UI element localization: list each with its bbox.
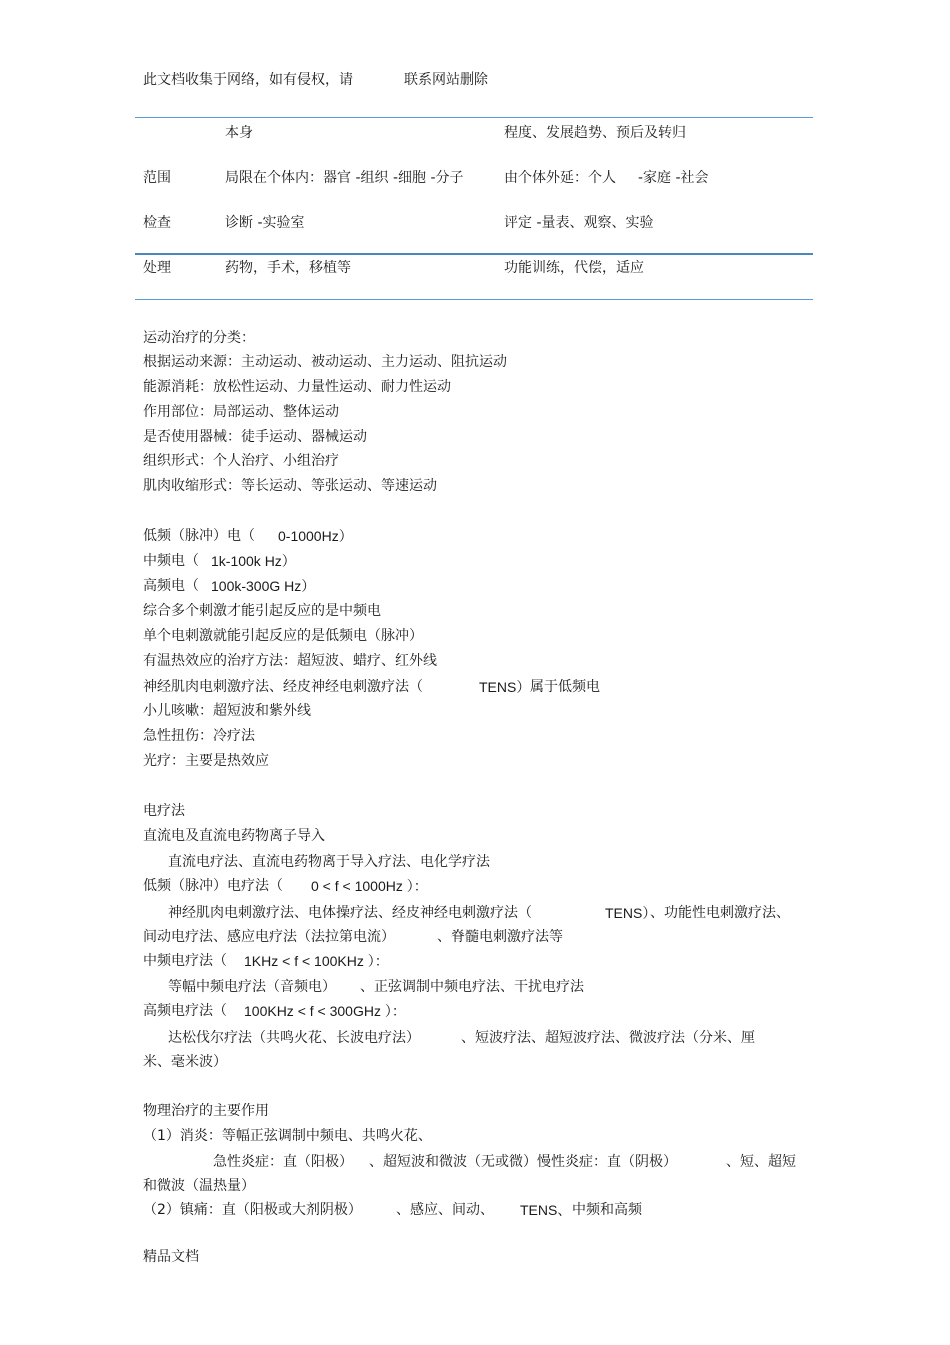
exercise-item: 组织形式：个人治疗、小组治疗 bbox=[143, 453, 339, 469]
table-r3-c3: 功能训练，代偿，适应 bbox=[504, 260, 644, 276]
physio-title: 物理治疗的主要作用 bbox=[143, 1103, 269, 1119]
exercise-item: 能源消耗：放松性运动、力量性运动、耐力性运动 bbox=[143, 379, 451, 395]
table-r2-c1: 检查 bbox=[143, 215, 171, 231]
physio-item-1: （1）消炎：等幅正弦调制中频电、共鸣火花、 bbox=[143, 1128, 432, 1144]
electro-mid-range: 1KHz < f < 100KHz ）： bbox=[244, 953, 389, 969]
freq-mid-range: 1k-100k Hz） bbox=[211, 553, 296, 569]
freq-low-range: 0-1000Hz） bbox=[278, 528, 353, 544]
table-top-rule bbox=[135, 117, 813, 118]
freq-line: 有温热效应的治疗方法：超短波、蜡疗、红外线 bbox=[143, 653, 437, 669]
table-r3-c2: 药物，手术，移植等 bbox=[225, 260, 351, 276]
freq-line: 综合多个刺激才能引起反应的是中频电 bbox=[143, 603, 381, 619]
freq-high-range: 100k-300G Hz） bbox=[211, 578, 316, 594]
freq-high-label: 高频电（ bbox=[143, 578, 199, 594]
exercise-title: 运动治疗的分类： bbox=[143, 330, 255, 346]
freq-line: 单个电刺激就能引起反应的是低频电（脉冲） bbox=[143, 628, 423, 644]
exercise-item: 作用部位：局部运动、整体运动 bbox=[143, 404, 339, 420]
electro-high-heading: 高频电疗法（ bbox=[143, 1003, 227, 1019]
electro-low-heading: 低频（脉冲）电疗法（ bbox=[143, 878, 283, 894]
electro-low-body2-a: 间动电疗法、感应电疗法（法拉第电流） bbox=[143, 929, 395, 945]
physio-item-1c: 和微波（温热量） bbox=[143, 1178, 255, 1194]
electro-mid-heading: 中频电疗法（ bbox=[143, 953, 227, 969]
physio-item-1b-b: 、超短波和微波（无或微）慢性炎症：直（阴极） bbox=[369, 1154, 677, 1170]
exercise-item: 根据运动来源：主动运动、被动运动、主力运动、阻抗运动 bbox=[143, 354, 507, 370]
footer-label: 精品文档 bbox=[143, 1249, 199, 1265]
table-mid-rule bbox=[135, 253, 813, 255]
header-notice-part2: 联系网站删除 bbox=[404, 72, 488, 88]
exercise-item: 肌肉收缩形式：等长运动、等张运动、等速运动 bbox=[143, 478, 437, 494]
table-r0-c3: 程度、发展趋势、预后及转归 bbox=[504, 125, 686, 141]
electro-dc-heading: 直流电及直流电药物离子导入 bbox=[143, 828, 325, 844]
electro-title: 电疗法 bbox=[143, 803, 185, 819]
electro-low-body-tens: TENS） bbox=[605, 905, 657, 921]
freq-line-tens: TENS） bbox=[479, 679, 531, 695]
physio-item-2-a: （2）镇痛：直（阳极或大剂阴极） bbox=[143, 1202, 362, 1218]
table-r3-c1: 处理 bbox=[143, 260, 171, 276]
freq-mid-label: 中频电（ bbox=[143, 553, 199, 569]
table-r2-c3: 评定 -量表、观察、实验 bbox=[504, 215, 654, 231]
header-notice-part1: 此文档收集于网络，如有侵权，请 bbox=[143, 72, 353, 88]
freq-line: 急性扭伤：冷疗法 bbox=[143, 728, 255, 744]
freq-low-label: 低频（脉冲）电（ bbox=[143, 528, 255, 544]
electro-mid-body-a: 等幅中频电疗法（音频电） bbox=[168, 979, 336, 995]
freq-line: 小儿咳嗽：超短波和紫外线 bbox=[143, 703, 311, 719]
table-bottom-rule bbox=[135, 299, 813, 300]
table-r1-c1: 范围 bbox=[143, 170, 171, 186]
electro-low-body-a: 神经肌肉电刺激疗法、电体操疗法、经皮神经电刺激疗法（ bbox=[168, 905, 532, 921]
electro-high-body-a: 达松伐尔疗法（共鸣火花、长波电疗法） bbox=[168, 1030, 420, 1046]
physio-item-1b-c: 、短、超短 bbox=[726, 1154, 796, 1170]
table-r1-c3b: -家庭 -社会 bbox=[638, 170, 709, 186]
freq-line-a: 神经肌肉电刺激疗法、经皮神经电刺激疗法（ bbox=[143, 679, 423, 695]
electro-low-range: 0 < f < 1000Hz ）： bbox=[311, 878, 428, 894]
exercise-item: 是否使用器械：徒手运动、器械运动 bbox=[143, 429, 367, 445]
physio-item-1b-a: 急性炎症：直（阳极） bbox=[213, 1154, 353, 1170]
electro-high-body-b: 、短波疗法、超短波疗法、微波疗法（分米、厘 bbox=[461, 1030, 755, 1046]
electro-low-body2-b: 、脊髓电刺激疗法等 bbox=[437, 929, 563, 945]
table-r0-c2: 本身 bbox=[225, 125, 253, 141]
table-r1-c3a: 由个体外延：个人 bbox=[504, 170, 616, 186]
freq-line-c: 属于低频电 bbox=[530, 679, 600, 695]
physio-item-2-tens: TENS、 bbox=[520, 1202, 572, 1218]
freq-line: 光疗：主要是热效应 bbox=[143, 753, 269, 769]
electro-mid-body-b: 、正弦调制中频电疗法、干扰电疗法 bbox=[360, 979, 584, 995]
electro-high-range: 100KHz < f < 300GHz ）： bbox=[244, 1003, 406, 1019]
physio-item-2-d: 中频和高频 bbox=[572, 1202, 642, 1218]
electro-dc-body: 直流电疗法、直流电药物离于导入疗法、电化学疗法 bbox=[168, 854, 490, 870]
table-r1-c2: 局限在个体内：器官 -组织 -细胞 -分子 bbox=[225, 170, 464, 186]
physio-item-2-b: 、感应、间动、 bbox=[396, 1202, 494, 1218]
electro-low-body-c: 、功能性电刺激疗法、 bbox=[650, 905, 790, 921]
electro-high-body2: 米、毫米波） bbox=[143, 1054, 227, 1070]
table-r2-c2: 诊断 -实验室 bbox=[225, 215, 305, 231]
